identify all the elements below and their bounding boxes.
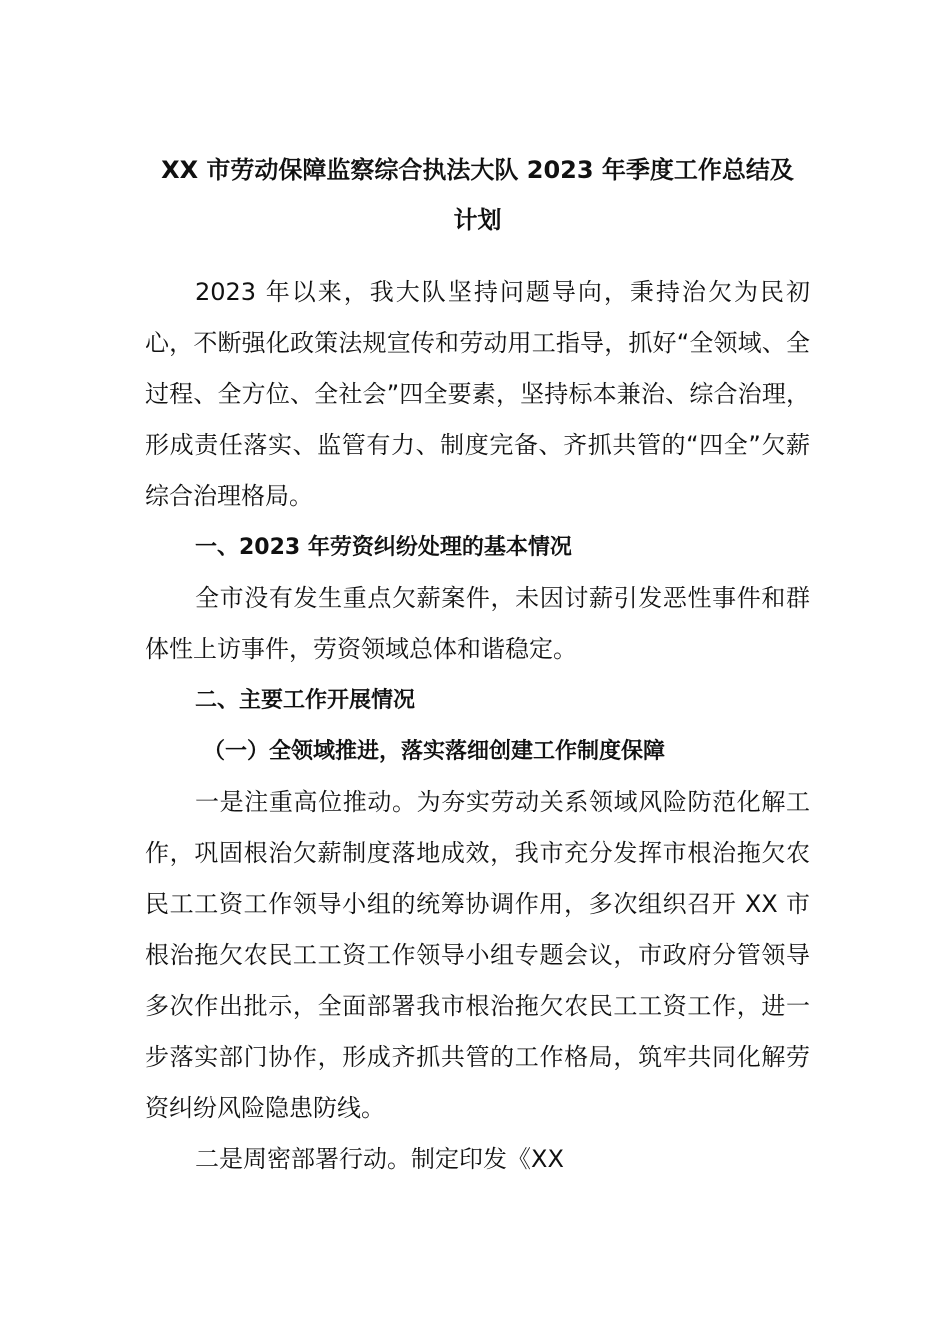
document-body	[145, 145, 810, 1185]
section-2-heading: 二、主要工作开展情况	[195, 688, 416, 713]
subsection-1-heading: （一）全领域推进，落实落细创建工作制度保障	[203, 739, 666, 764]
title-line-1: XX 市劳动保障监察综合执法大队 2023 年季度工作总结及	[161, 156, 794, 184]
section-1-heading: 一、2023 年劳资纠纷处理的基本情况	[195, 535, 572, 560]
section-1-paragraph: 全市没有发生重点欠薪案件，未因讨薪引发恶性事件和群体性上访事件，劳资领域总体和谐稳定。	[145, 584, 810, 663]
paragraph-deployment: 二是周密部署行动。制定印发《XX	[195, 1145, 564, 1173]
intro-paragraph: 2023 年以来，我大队坚持问题导向，秉持治欠为民初心，不断强化政策法规宣传和劳动用工指导，抓好“全领域、全过程、全方位、全社会”四全要素，坚持标本兼治、综合治理，形成责任落实、监管有力、制度完备、齐抓共管的“四全”欠薪综合治理格局。	[145, 278, 810, 510]
paragraph-high-level-promotion: 一是注重高位推动。为夯实劳动关系领域风险防范化解工作，巩固根治欠薪制度落地成效，我市充分发挥市根治拖欠农民工工资工作领导小组的统筹协调作用，多次组织召开 XX 市根治拖欠农民工工资工作领导小组专题会议，市政府分管领导多次作出批示，全面部署我市根治拖欠农民工工资工作，进一步落实部门协作，形成齐抓共管的工作格局，筑牢共同化解劳资纠纷风险隐患防线。	[145, 788, 810, 1122]
document-title	[145, 145, 810, 245]
title-line-2: 计划	[453, 206, 502, 234]
